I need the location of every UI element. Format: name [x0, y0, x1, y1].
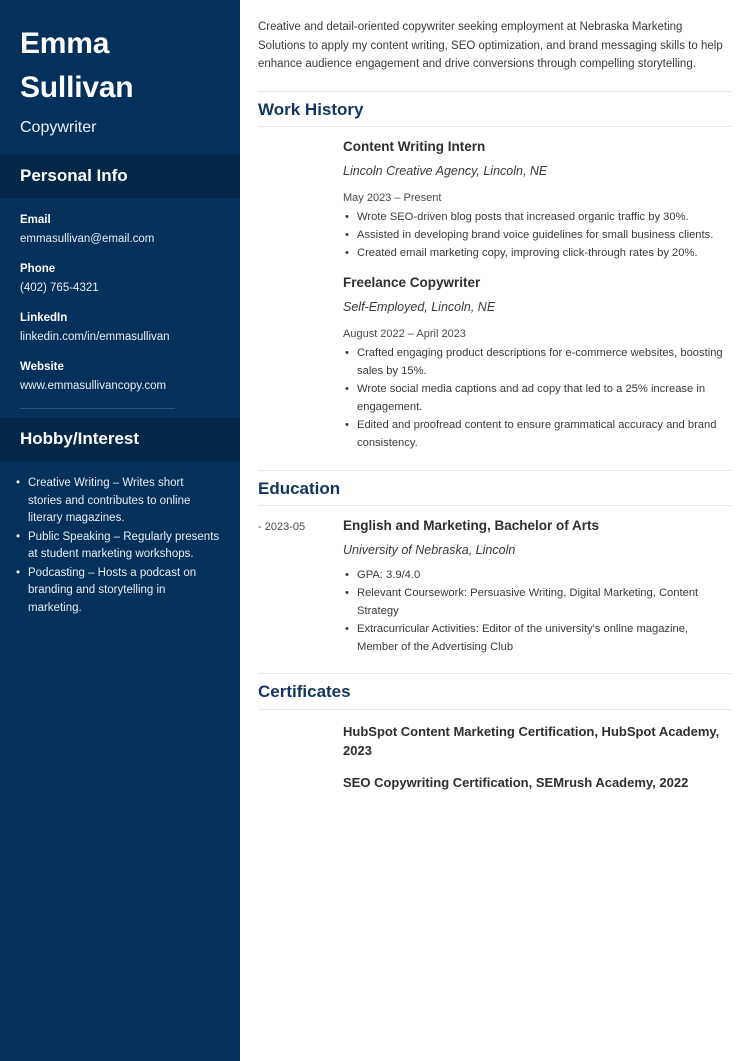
- education-bullets: [343, 567, 732, 657]
- page-title-certificates: Certificates: [258, 682, 351, 702]
- work-bullets: [343, 209, 732, 263]
- work-entry-gutter: [258, 274, 343, 453]
- section-work-history: [258, 91, 732, 453]
- certificate-gutter: [258, 773, 343, 793]
- page-title-work-history: Work History: [258, 99, 364, 119]
- first-name: Emma: [20, 27, 110, 60]
- section-header: [258, 91, 732, 127]
- list-item: • Creative Writing – Writes short stories and contributes to online literary magazines.: [14, 475, 220, 527]
- list-item: • Edited and proofread content to ensure grammatical accuracy and brand consistency.: [343, 417, 732, 453]
- work-entry: [258, 263, 732, 453]
- certificate-name: SEO Copywriting Certification, SEMrush Academy, 2022: [343, 774, 689, 790]
- section-certificates: [258, 673, 732, 792]
- work-date: August 2022 – April 2023: [343, 327, 466, 340]
- section-education: [258, 470, 732, 657]
- contact-list: [0, 198, 240, 395]
- page-title-education: Education: [258, 478, 341, 498]
- work-role: Content Writing Intern: [343, 139, 486, 155]
- list-item: • Wrote social media captions and ad copy that led to a 25% increase in engagement.: [343, 381, 732, 417]
- job-title: Copywriter: [20, 119, 97, 136]
- list-item: • Relevant Coursework: Persuasive Writing, Digital Marketing, Content Strategy: [343, 585, 732, 621]
- work-entry-gutter: [258, 138, 343, 263]
- contact-item-linkedin: [20, 310, 220, 346]
- work-entry-body: [343, 138, 732, 263]
- education-entry-body: [343, 517, 732, 656]
- list-item: • Wrote SEO-driven blog posts that increased organic traffic by 30%.: [343, 209, 732, 227]
- name-block: [0, 0, 240, 155]
- work-entry: [258, 127, 732, 263]
- personal-info-band: [0, 155, 240, 198]
- certificate-entry: [258, 761, 732, 793]
- hobby-heading: Hobby/Interest: [20, 428, 140, 448]
- sidebar: [0, 0, 240, 1061]
- main-content: [240, 0, 750, 1061]
- contact-value-phone[interactable]: (402) 765-4321: [20, 281, 99, 294]
- contact-label: LinkedIn: [20, 312, 68, 325]
- work-entry-body: [343, 274, 732, 453]
- education-entry: [258, 506, 732, 656]
- education-degree: English and Marketing, Bachelor of Arts: [343, 518, 600, 534]
- section-header: [258, 470, 732, 506]
- hobby-band: [0, 418, 240, 461]
- list-item: • Created email marketing copy, improving click-through rates by 20%.: [343, 245, 732, 263]
- work-role: Freelance Copywriter: [343, 275, 481, 291]
- contact-item-email: [20, 212, 220, 248]
- contact-item-phone: [20, 261, 220, 297]
- education-school: University of Nebraska, Lincoln: [343, 543, 516, 558]
- sidebar-divider: [20, 408, 175, 409]
- contact-item-website: [20, 359, 220, 395]
- education-date-gutter: - 2023-05: [258, 521, 306, 534]
- contact-label: Phone: [20, 263, 56, 276]
- contact-value-website[interactable]: www.emmasullivancopy.com: [20, 379, 167, 392]
- contact-label: Email: [20, 214, 51, 227]
- list-item: • Crafted engaging product descriptions for e-commerce websites, boosting sales by 15%.: [343, 345, 732, 381]
- hobby-list: [0, 461, 240, 617]
- professional-summary: Creative and detail-oriented copywriter seeking employment at Nebraska Marketing Solutions to apply my content writing, SEO optimization, and brand messaging skills to help enhance audience engagement and drive conversions through compelling storytelling.: [258, 21, 723, 71]
- certificate-entry: [258, 710, 732, 761]
- certificate-gutter: [258, 722, 343, 761]
- work-date: May 2023 – Present: [343, 191, 442, 204]
- contact-label: Website: [20, 360, 64, 373]
- list-item: • Podcasting – Hosts a podcast on branding and storytelling in marketing.: [14, 565, 220, 617]
- work-company: Lincoln Creative Agency, Lincoln, NE: [343, 164, 548, 179]
- list-item: • Assisted in developing brand voice guidelines for small business clients.: [343, 227, 732, 245]
- work-bullets: [343, 345, 732, 453]
- list-item: • Public Speaking – Regularly presents at student marketing workshops.: [14, 529, 220, 564]
- contact-value-email[interactable]: emmasullivan@email.com: [20, 232, 155, 245]
- list-item: • Extracurricular Activities: Editor of the university's online magazine, Member of the Advertising Club: [343, 621, 732, 657]
- work-company: Self-Employed, Lincoln, NE: [343, 300, 496, 315]
- personal-info-heading: Personal Info: [20, 165, 128, 185]
- section-header: [258, 673, 732, 709]
- contact-value-linkedin[interactable]: linkedin.com/in/emmasullivan: [20, 330, 170, 343]
- last-name: Sullivan: [20, 70, 134, 104]
- list-item: • GPA: 3.9/4.0: [343, 567, 732, 585]
- certificate-name: HubSpot Content Marketing Certification, HubSpot Academy, 2023: [343, 723, 720, 759]
